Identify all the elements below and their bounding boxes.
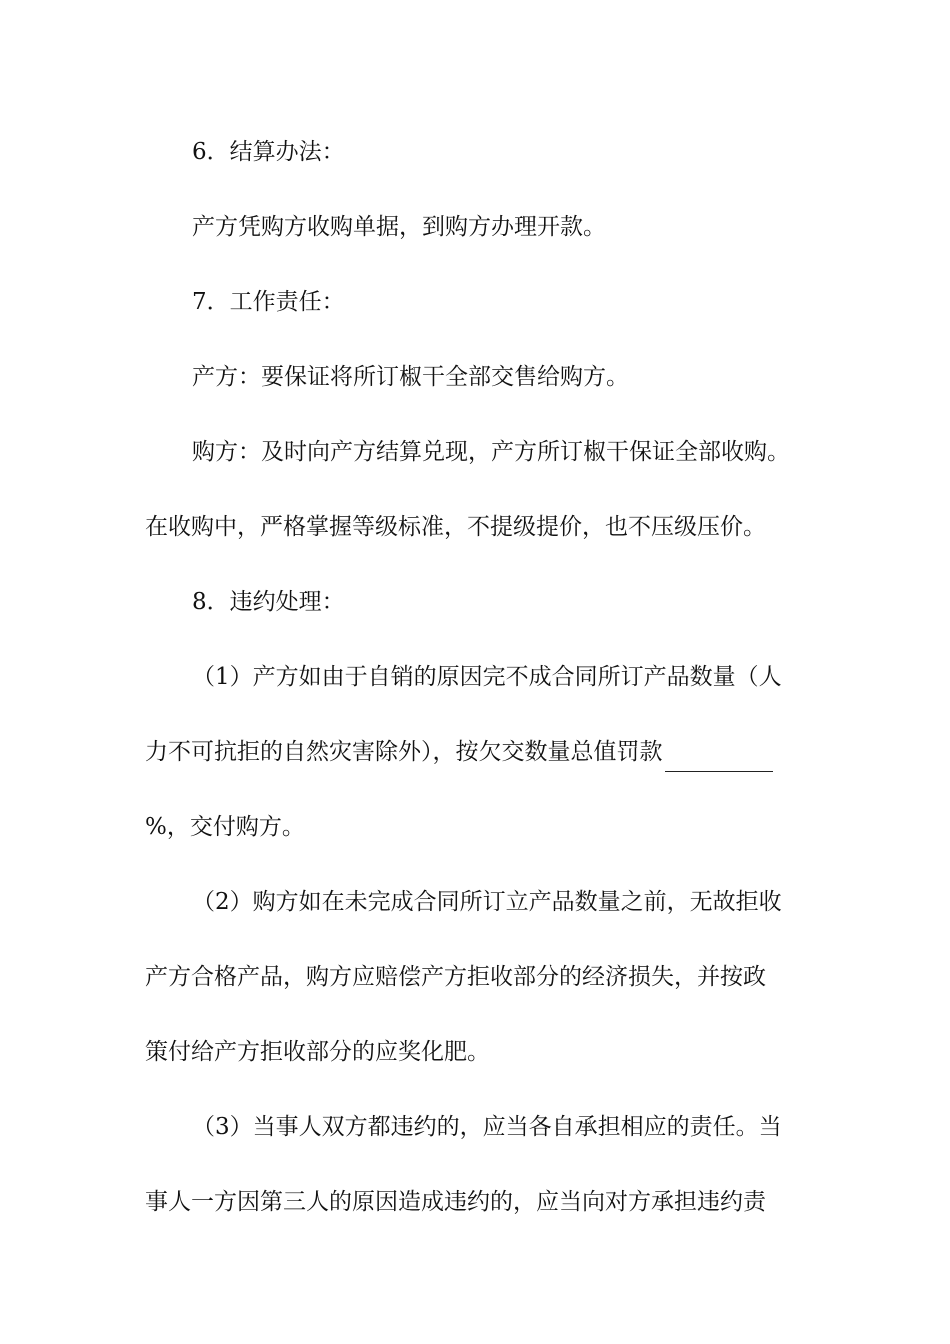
item-1-line1: （1）产方如由于自销的原因完不成合同所订产品数量（人 bbox=[192, 664, 782, 690]
section-6-heading: 6．结算办法： bbox=[192, 139, 345, 165]
item-3-line2: 事人一方因第三人的原因造成违约的，应当向对方承担违约责 bbox=[145, 1189, 766, 1215]
item-2-line3: 策付给产方拒收部分的应奖化肥。 bbox=[145, 1039, 490, 1065]
item-1-line3: %，交付购方。 bbox=[145, 814, 305, 840]
section-8-heading: 8．违约处理： bbox=[192, 589, 345, 615]
item-1-line2-text: 力不可抗拒的自然灾害除外），按欠交数量总值罚款 bbox=[145, 739, 663, 765]
section-7-producer-duty: 产方：要保证将所订椒干全部交售给购方。 bbox=[192, 364, 629, 390]
section-6-text: 产方凭购方收购单据，到购方办理开款。 bbox=[192, 214, 606, 240]
item-2-line2: 产方合格产品，购方应赔偿产方拒收部分的经济损失，并按政 bbox=[145, 964, 766, 990]
section-7-buyer-duty-line1: 购方：及时向产方结算兑现，产方所订椒干保证全部收购。 bbox=[192, 439, 790, 465]
penalty-blank-field bbox=[665, 745, 773, 772]
section-7-heading: 7．工作责任： bbox=[192, 289, 345, 315]
item-2-line1: （2）购方如在未完成合同所订立产品数量之前，无故拒收 bbox=[192, 889, 782, 915]
item-3-line1: （3）当事人双方都违约的，应当各自承担相应的责任。当 bbox=[192, 1114, 782, 1140]
item-1-line2 bbox=[145, 732, 815, 772]
section-7-buyer-duty-line2: 在收购中，严格掌握等级标准，不提级提价，也不压级压价。 bbox=[145, 514, 766, 540]
